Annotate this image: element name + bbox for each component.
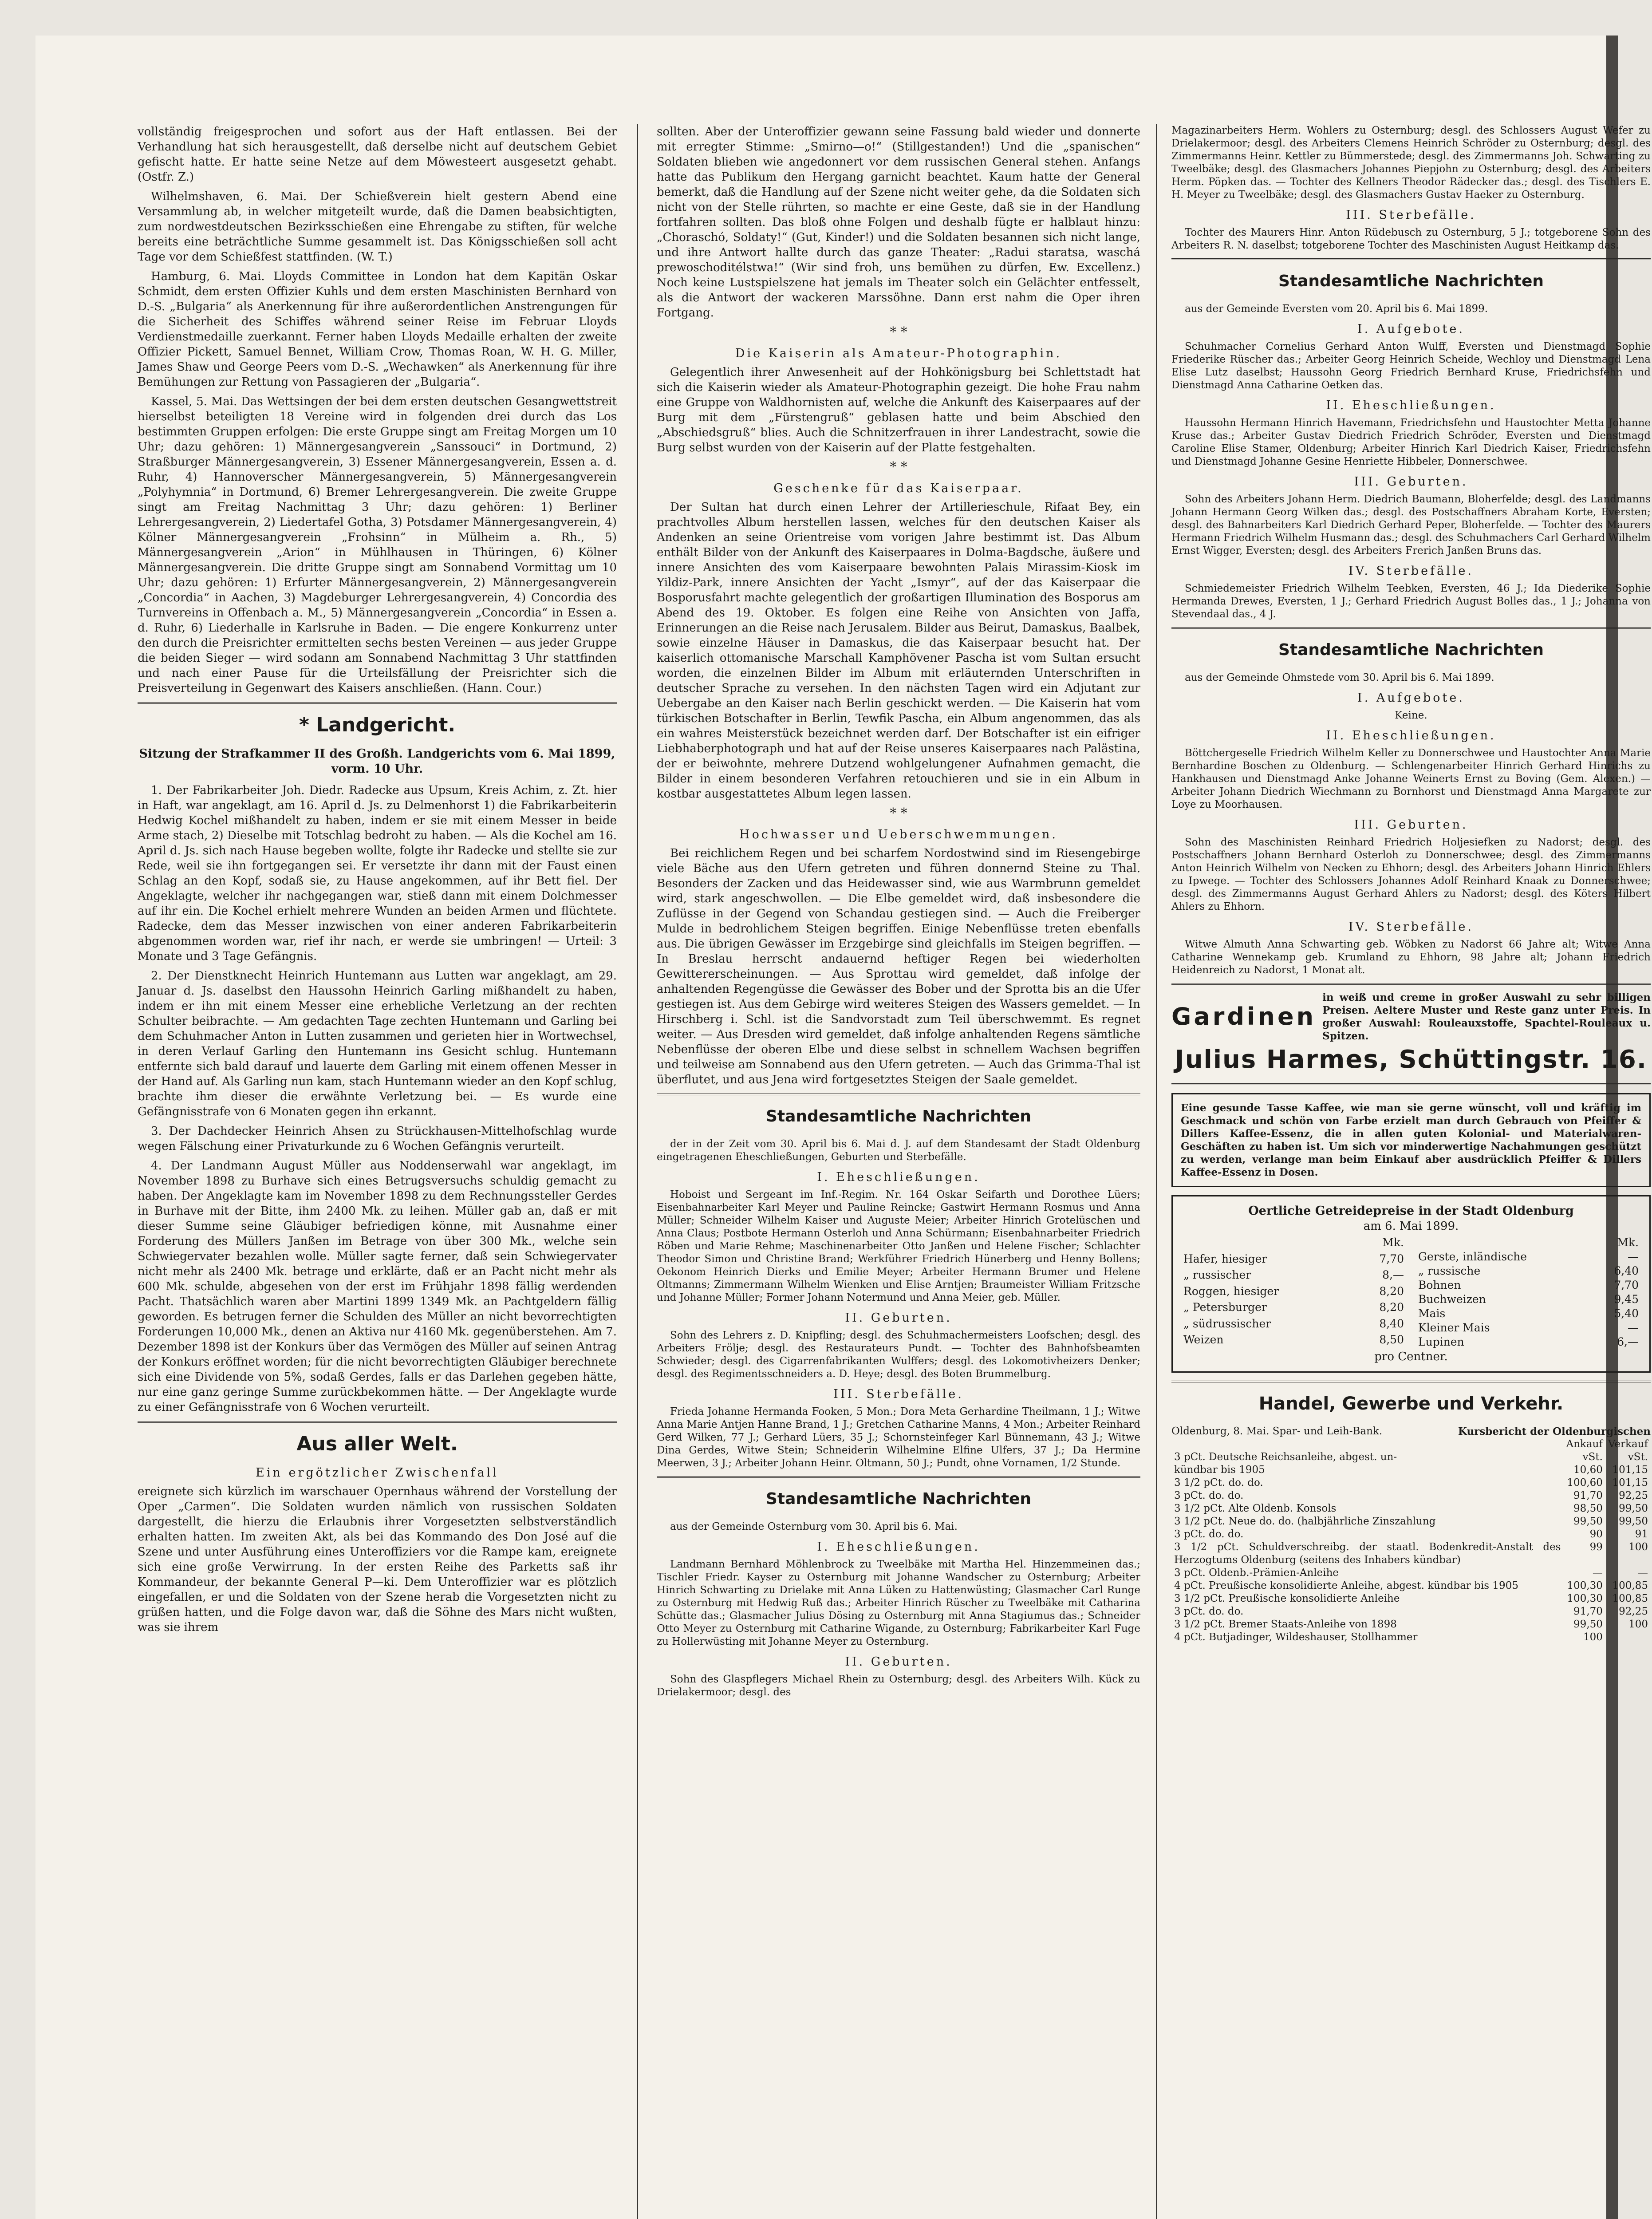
separator-stars: * * [890,324,907,340]
divider [1171,258,1651,260]
buy-price: 98,50 [1573,1503,1603,1514]
divider [138,702,617,704]
table-row [1171,1528,1651,1541]
sell-price: 100,85 [1612,1593,1648,1604]
subsection-heading: II. Geburten. [845,1311,952,1325]
buy-price: 91,70 [1573,1490,1603,1501]
table-row [1415,1250,1641,1264]
security-name: 3 pCt. do. do. [1174,1606,1244,1617]
article-text: Der Sultan hat durch einen Lehrer der Artillerieschule, Rifaat Bey, ein prachtvolles Album herstellen lassen, welches für den deutschen Kaiser als Andenken an seine Orientreise vom vorigen Jahre bestimmt ist. Das Album enthält Bilder von der Ankunft des Kaiserpaares in Dolma-Bagdsche, äußere und innere Ansichten des vom Kaiserpaare bewohnten Palais Mirassim-Kiosk im Yildiz-Park, innere Ansichten der Yacht „Ismyr“, auf der das Kaiserpaar die Bosporusfahrt machte gelegentlich der großartigen Illumination des Bosporus am Abend des 19. Oktober. Es folgen eine Reihe von Ansichten von Jaffa, Erinnerungen an die Reise nach Jerusalem. Bilder aus Beirut, Damaskus, Baalbek, sowie einzelne Häuser in Damaskus, die das Kaiserpaar besucht hat. Der kaiserlich ottomanische Marschall Kamphövener Pascha ist vom Sultan ersucht worden, die einzelnen Bilder im Album mit erläuternden Unterschriften in deutscher Sprache zu versehen. In den nächsten Tagen wird ein Adjutant zur Uebergabe an den Kaiser nach Berlin geschickt werden. — Die Kaiserin hat vom türkischen Botschafter in Berlin, Tewfik Pascha, ein Album angenommen, das als ein wahres Meisterstück bezeichnet werden darf. Der Botschafter ist ein eifriger Liebhaberphotograph und hat auf der Reise unseres Kaiserpaares nach Palästina, der er beiwohnte, mehrere Dutzend wohlgelungener Aufnahmen gemacht, die Bilder in einem besonderen Verfahren retouchieren und sie in ein Album in kostbar ausgestattetes Album legen lassen. [657,501,1140,801]
record-text: Haussohn Hermann Hinrich Havemann, Friedrichsfehn und Haustochter Metta Johanne Kruse das.; Arbeiter Gustav Diedrich Friedrich Schröder, Eversten und Dienstmagd Caroline Elise Stamer, Oldenburg; Arbeiter Hinrich Karl Diedrich Kaiser, Friedrichsfehn und Dienstmagd Johanne Gesine Henriette Hibbeler, Donnerschwee. [1171,417,1651,467]
column-3 [1171,124,1651,1644]
record-text: Böttchergeselle Friedrich Wilhelm Keller zu Donnerschwee und Haustochter Anna Marie Bernhardine Boschen zu Oldenburg. — Schlengenarbeiter Hinrich Gerhard Hinrichs zu Hankhausen und Dienstmagd Anke Johanne Weinerts Ernst zu Boving (Gem. Alexen.) — Arbeiter Johann Diedrich Wiechmann zu Bornhorst und Dienstmagd Anna Margarete zur Loye zu Moorhausen. [1171,747,1651,810]
section-subtitle: Sitzung der Strafkammer II des Großh. Landgerichts vom 6. Mai 1899, vorm. 10 Uhr. [139,747,615,776]
table-row [1171,1477,1651,1489]
newspaper-page [35,36,1651,2219]
section-intro: aus der Gemeinde Eversten vom 20. April bis 6. Mai 1899. [1185,303,1488,315]
record-text: Sohn des Lehrers z. D. Knipfling; desgl. des Schuhmachermeisters Loofschen; desgl. des Arbeiters Frölje; desgl. des Restaurateurs Pundt. — Tochter des Bahnhofsbeamten Schwieder; desgl. des Cigarrenfabrikanten Wulffers; desgl. des Lokomotivheizers Denker; desgl. des Regimentsschneiders a. D. Heye; desgl. des Boten Brummelburg. [657,1330,1140,1380]
record-text: Frieda Johanne Hermanda Fooken, 5 Mon.; Dora Meta Gerhardine Theilmann, 1 J.; Witwe Anna Marie Antjen Hanne Brand, 1 J.; Gretchen Catharine Manns, 4 Mon.; Arbeiter Reinhard Gerd Wilken, 77 J.; Gerhard Lüers, 35 J.; Schornsteinfeger Karl Bünnemann, 43 J.; Witwe Dina Gerdes, Witwe Stein; Schneiderin Wilhelmine Elfine Ulfers, 37 J.; Da Hermine Meerwen, 3 J.; Arbeiter Johann Heinr. Oltmann, 50 J.; Pundt, ohne Vornamen, 1/2 Stunde. [657,1406,1140,1469]
article-text: sollten. Aber der Unteroffizier gewann seine Fassung bald wieder und donnerte mit erregter Stimme: „Smirno—o!“ (Stillgestanden!) Und die „spanischen“ Soldaten blieben wie angedonnert vor dem russischen General stehen. Anfangs hatte das Publikum den Hergang garnicht beachtet. Kaum hatte der General bemerkt, daß die Handlung auf der Szene nicht weiter gehe, da die Soldaten sich nicht von der Stelle rührten, so machte er eine Geste, daß sie in der Handlung fortfahren sollten. Das bloß ohne Folgen und deshalb fügte er halblaut hinzu: „Choraschó, Soldaty!“ (Gut, Kinder!) und die Soldaten besannen sich nicht lange, und ihre Antwort hallte durch das ganze Theater: „Radui staratsa, waschá prewoschoditélstwa!“ (Wir sind froh, uns bemühen zu dürfen, Ew. Excellenz.) Noch keine Lustspielszene hat jemals im Theater solch ein Gelächter entfesselt, als die Antwort der wackeren Marssöhne. Dann erst nahm die Oper ihren Fortgang. [657,125,1140,320]
column-rule [1156,124,1157,2219]
kurs-header-right: Kursbericht der Oldenburgischen [1458,1425,1651,1437]
record-text: Keine. [1395,710,1427,721]
section-title: Standesamtliche Nachrichten [766,1107,1031,1125]
sell-price: 91 [1635,1528,1648,1540]
grain-name: Buchweizen [1418,1293,1486,1306]
table-row [1171,1579,1651,1592]
buy-price: 100 [1583,1631,1603,1643]
article-heading: Geschenke für das Kaiserpaar. [773,482,1024,495]
grain-name: Hafer, hiesiger [1183,1252,1267,1265]
section-title: Standesamtliche Nachrichten [766,1490,1031,1508]
table-row [1171,1489,1651,1502]
column-header: Verkauf [1608,1438,1648,1450]
grain-price: 8,40 [1379,1317,1404,1330]
separator-stars: * * [890,805,907,821]
table-footnote: pro Centner. [1374,1350,1448,1363]
grain-price: 8,20 [1379,1284,1404,1298]
grain-price: 6,40 [1614,1264,1639,1277]
advertisement-gardinen [1171,991,1651,1077]
table-row [1171,1567,1651,1579]
security-name: 3 1/2 pCt. Bremer Staats-Anleihe von 1898 [1174,1619,1397,1630]
security-name: 3 pCt. Oldenb.-Prämien-Anleihe [1174,1567,1339,1579]
grain-name: „ russische [1418,1264,1481,1277]
divider [1171,1381,1651,1382]
sell-price [1605,1631,1651,1644]
security-name: 4 pCt. Butjadinger, Wildeshauser, Stollhammer [1174,1631,1418,1643]
ad-advertiser: Julius Harmes, Schüttingstr. 16. [1175,1045,1648,1074]
record-text: Sohn des Maschinisten Reinhard Friedrich Holjesiefken zu Nadorst; desgl. des Postschaffners Johann Bernhard Osterloh zu Donnerschwee; desgl. des Zimmermanns Anton Heinrich Wilhelm von Necken zu Ehhorn; desgl. des Arbeiters Johann Hinrich Ehlers zu Ipwege. — Tochter des Schlossers Johannes Adolf Reinhard Knaak zu Donnerschwee; desgl. des Zimmermanns August Gerhard Ahlers zu Nadorst; desgl. des Köters Hilbert Ahlers zu Ehhorn. [1171,837,1651,912]
grain-price: 8,50 [1379,1333,1404,1346]
grain-price: — [1628,1321,1639,1334]
grain-price-table [1171,1195,1651,1373]
sell-price: 100 [1628,1619,1648,1630]
column-1 [138,124,617,1639]
sell-price: 101,15 [1612,1464,1648,1476]
article-text: Bei reichlichem Regen und bei scharfem Nordostwind sind im Riesengebirge viele Bäche aus den Ufern getreten und führen donnernd Steine zu Thal. Besonders der Zacken und das Heidewasser sind, wie aus Warmbrunn gemeldet wird, stark angeschwollen. — Die Elbe gemeldet wird, daß insbesondere die Zuflüsse in der Gegend von Schandau gestiegen sind. — Auch die Freiberger Mulde in bedrohlichem Steigen begriffen. Einige Nebenflüsse treten ebenfalls aus. Die übrigen Gewässer im Erzgebirge sind gleichfalls im Steigen begriffen. — In Breslau herrscht andauernd heftiger Regen bei wiederholten Gewittererscheinungen. — Aus Sprottau wird gemeldet, daß infolge der anhaltenden Regengüsse die Gewässer des Bober und der Sprotta bis an die Ufer gestiegen ist. Aus dem Gebirge wird weiteres Steigen des Wassers gemeldet. — In Hirschberg i. Schl. ist die Sandvorstadt zum Teil überschwemmt. Es regnet weiter. — Aus Dresden wird gemeldet, daß infolge anhaltenden Regens sämtliche Nebenflüsse der oberen Elbe und diese selbst in schnellem Wachsen begriffen und teilweise am Sonnabend aus den Ufern getreten. — Auch das Grimma-Thal ist überflutet, und aus Jena wird fortgesetztes Steigen der Saale gemeldet. [657,847,1140,1086]
grain-name: Lupinen [1418,1335,1464,1348]
subsection-heading: IV. Sterbefälle. [1348,920,1474,934]
subsection-heading: I. Aufgebote. [1357,691,1465,705]
article-heading: Ein ergötzlicher Zwischenfall [256,1466,499,1480]
grain-price: 8,— [1382,1268,1404,1282]
table-row [1415,1335,1641,1349]
subsection-heading: III. Geburten. [1354,818,1468,832]
grain-price: 9,45 [1614,1293,1639,1306]
kurs-header [1171,1425,1651,1438]
buy-price: 10,60 [1573,1464,1603,1476]
article-text: Kassel, 5. Mai. Das Wettsingen der bei dem ersten deutschen Gesangwettstreit hierselbst beteiligten 18 Vereine wird in folgenden drei durch das Los bestimmten Gruppen erfolgen: Die erste Gruppe singt am Freitag Morgen um 10 Uhr; dazu gehören: 1) Männergesangverein „Sanssouci“ in Dortmund, 2) Straßburger Männergesangverein, 3) Essener Männergesangverein, Essen a. d. Ruhr, 4) Hannoverscher Männergesangverein, 5) Männergesangverein „Polyhymnia“ in Dortmund, 6) Bremer Lehrergesangverein. Die zweite Gruppe singt am Freitag Nachmittag 3 Uhr; dazu gehören: 1) Berliner Lehrergesangverein, 2) Liedertafel Gotha, 3) Potsdamer Männergesangverein, 4) Kölner Männergesangverein „Frohsinn“ in Mülheim a. Rh., 5) Männergesangverein „Arion“ in Mühlhausen in Thüringen, 6) Kölner Männergesangverein. Die dritte Gruppe singt am Sonnabend Vormittag um 10 Uhr; dazu gehören: 1) Erfurter Männergesangverein, 2) Männergesangverein „Concordia“ in Aachen, 3) Magdeburger Lehrergesangverein, 4) Concordia des Turnvereins in Offenbach a. M., 5) Männergesangverein „Concordia“ in Essen a. d. Ruhr, 6) Liederhalle in Karlsruhe in Baden. — Die engere Konkurrenz unter den durch die Preisrichter ermittelten sechs besten Vereinen — aus jeder Gruppe die beiden Sieger — wird sodann am Sonnabend Nachmittag 3 Uhr stattfinden und nach einer Pause für die Urteilsfällung der Preisrichter sich die Preisverteilung in Gegenwart des Kaisers anschließen. (Hann. Cour.) [138,395,617,695]
article-heading: Hochwasser und Ueberschwemmungen. [739,828,1058,841]
security-name: 3 1/2 pCt. Neue do. do. (halbjährliche Zinszahlung [1174,1516,1436,1527]
article-text: 4. Der Landmann August Müller aus Noddenserwahl war angeklagt, im November 1898 zu Burhave sich eines Betrugsversuchs schuldig gemacht zu haben. Der Angeklagte kam im November 1898 zu dem Rechnungssteller Gerdes in Burhave mit der Bitte, ihm 2400 Mk. zu leihen. Müller gab an, daß er mit dieser Summe seine Gläubiger befriedigen könne, mit Ausnahme einer Forderung des Müllers Janßen im Betrage von über 300 Mk., welche sein Schwiegervater bezahlen wolle. Müller sagte ferner, daß sein Schwiegervater nicht mehr als 2400 Mk. betrage und erklärte, daß er an Pacht nicht mehr als 600 Mk. schulde, abgesehen von der erst im Frühjahr 1898 fällig werdenden Pacht. Thatsächlich waren aber Martini 1899 1349 Mk. an Pachtgeldern fällig geworden. Es betrugen ferner die Schulden des Müller an nicht bevorrechtigten Forderungen 10,000 Mk., denen an Aktiva nur 4160 Mk. gegenüberstehen. Am 7. Dezember 1898 ist der Konkurs über das Vermögen des Müller auf seinen Antrag der Konkurs eröffnet worden; für die nicht bevorrechtigten Gläubiger berechnete sich eine Dividende von 5%, sodaß Gerdes, falls er das Darlehen gegeben hätte, nur eine ganz geringe Summe zurückbekommen hätte. — Der Angeklagte wurde zu einer Gefängnisstrafe von 6 Wochen verurteilt. [138,1159,617,1414]
buy-price: 91,70 [1573,1606,1603,1617]
sell-price: 92,25 [1619,1606,1648,1617]
grain-price: 8,20 [1379,1301,1404,1314]
ad-title: Gardinen [1171,1003,1317,1031]
divider [657,1476,1140,1478]
subsection-heading: II. Geburten. [845,1655,952,1669]
security-name: 3 1/2 pCt. Schuldverschreibg. der staatl. Bodenkredit-Anstalt des Herzogtums Oldenburg (seitens des Inhabers kündbar) [1174,1541,1561,1566]
security-name: 3 1/2 pCt. Alte Oldenb. Konsols [1174,1503,1337,1514]
sell-price: 99,50 [1619,1516,1648,1527]
buy-price: 99,50 [1573,1516,1603,1527]
kurs-header-left: Oldenburg, 8. Mai. Spar- und Leih-Bank. [1171,1425,1383,1437]
subsection-heading: II. Eheschließungen. [1326,729,1496,742]
record-text: Hoboist und Sergeant im Inf.-Regim. Nr. 164 Oskar Seifarth und Dorothee Lüers; Eisenbahnarbeiter Karl Meyer und Pauline Reincke; Gastwirt Hermann Rosmus und Anna Müller; Schneider Wilhelm Kaiser und Auguste Meier; Arbeiter Hinrich Grotelüschen und Anna Claus; Postbote Hermann Osterloh und Anna Schürmann; Eisenbahnarbeiter Friedrich Röben und Marie Rehme; Maschinenarbeiter Otto Janßen und Helene Fischer; Schlachter Theodor Simon und Christine Brand; Werkführer Friedrich Hünerberg und Henny Bollens; Oekonom Heinrich Dierks und Emilie Meyer; Arbeiter Hermann Brumer und Helene Oltmanns; Zimmermann Wilhelm Wienken und Elise Arntjen; Braumeister William Fritzsche und Johanne Müller; Former Johann Notermund und Anna Meier, geb. Müller. [657,1189,1140,1303]
section-intro: aus der Gemeinde Ohmstede vom 30. April bis 6. Mai 1899. [1185,672,1494,683]
table-row [1181,1317,1407,1333]
security-name: 3 1/2 pCt. do. do. [1174,1477,1263,1489]
grain-prices-right [1415,1236,1641,1349]
record-text: Sohn des Arbeiters Johann Herm. Diedrich Baumann, Bloherfelde; desgl. des Landmanns Johann Hermann Georg Wilken das.; desgl. des Postschaffners Abraham Korte, Eversten; desgl. des Bahnarbeiters Karl Diedrich Gerhard Peper, Bloherfelde. — Tochter des Maurers Hermann Friedrich Wilhelm Husmann das.; desgl. des Schuhmachers Carl Gerhard Wilhelm Ernst Wigger, Eversten; desgl. des Arbeiters Frerich Janßen Bruns das. [1171,494,1651,557]
subsection-heading: I. Aufgebote. [1357,322,1465,336]
grain-price: 7,70 [1379,1252,1404,1265]
advertisement-kaffee [1171,1093,1651,1187]
grain-name: Roggen, hiesiger [1183,1284,1279,1298]
section-title: * Landgericht. [299,714,456,736]
sell-price: vSt. [1628,1451,1648,1463]
subsection-heading: I. Eheschließungen. [817,1540,980,1554]
section-title: Aus aller Welt. [296,1433,458,1455]
sell-price: 100 [1628,1541,1648,1553]
table-row [1171,1618,1651,1631]
divider [1171,627,1651,629]
separator-stars: * * [890,459,907,475]
article-text: 2. Der Dienstknecht Heinrich Huntemann aus Lutten war angeklagt, am 29. Januar d. Js. daselbst den Haussohn Heinrich Garling mißhandelt zu haben, indem er ihn mit einem Messer eine erhebliche Verletzung an der rechten Schulter beibrachte. — Am gedachten Tage zechten Huntemann und Garling bei dem Schuhmacher Anton in Lutten zusammen und gerieten hier in Wortwechsel, in deren Verlauf Garling den Huntemann ins Gesicht schlug. Huntemann entfernte sich bald darauf und lauerte dem Garling mit einem offenen Messer in der Hand auf. Als Garling nun kam, stach Huntemann wieder an den Kopf schlug, brachte ihm dieser die erwähnte Verletzung bei. — Es wurde eine Gefängnisstrafe von 6 Monaten gegen ihn erkannt. [138,969,617,1118]
grain-prices-left [1181,1236,1407,1349]
buy-price: 100,30 [1567,1593,1603,1604]
buy-price: vSt. [1582,1451,1603,1463]
article-text: ereignete sich kürzlich im warschauer Opernhaus während der Vorstellung der Oper „Carmen“. Die Soldaten wurden nämlich von russischen Soldaten dargestellt, die hierzu die Erlaubnis ihrer Vorgesetzten selbstverständlich erhalten hatten. Im zweiten Akt, als bei das Kommando des Don José auf die Szene und unter Ausführung eines Unteroffiziers vor die Rampe kam, ereignete sich eine große Verwirrung. In der ersten Reihe des Parketts saß ihr Kommandeur, der bekannte General P—ki. Dem Unteroffizier war es plötzlich eingefallen, er und die Soldaten von der Szene herab die Vorgesetzten nicht zu grüßen hatten, und die Folge davon war, daß die Söhne des Mars nicht wußten, was sie ihrem [138,1485,617,1634]
security-name: 4 pCt. Preußische konsolidierte Anleihe, abgest. kündbar bis 1905 [1174,1580,1518,1591]
sell-price: 99,50 [1619,1503,1648,1514]
grain-name: Weizen [1183,1333,1224,1346]
table-row [1181,1284,1407,1301]
table-header [1171,1438,1651,1451]
grain-price: 7,70 [1614,1279,1639,1291]
buy-price: 99,50 [1573,1619,1603,1630]
grain-price: 6,— [1617,1335,1639,1348]
record-text: Schmiedemeister Friedrich Wilhelm Teebken, Eversten, 46 J.; Ida Diederike Sophie Hermanda Drewes, Eversten, 1 J.; Gerhard Friedrich August Bolles das., 1 J.; Johanna von Stevendaal das., 4 J. [1171,583,1651,620]
grain-price: 5,40 [1614,1307,1639,1320]
table-row [1171,1502,1651,1515]
grain-name: Bohnen [1418,1279,1461,1291]
table-row [1171,1592,1651,1605]
column-2 [657,124,1140,1703]
ad-text: in weiß und creme in großer Auswahl zu sehr billigen Preisen. Aeltere Muster und Reste ganz unter Preis. In großer Auswahl: Rouleauxstoffe, Spachtel-Rouleaux u. Spitzen. [1322,991,1651,1042]
article-text: Gelegentlich ihrer Anwesenheit auf der Hohkönigsburg bei Schlettstadt hat sich die Kaiserin wieder als Amateur-Photographin gezeigt. Die hohe Frau nahm eine Gruppe von Waldhornisten auf, welche die Ankunft des Kaiserpaares auf der Burg mit dem „Fürstengruß“ geblasen hatte und beim Abschied den „Abschiedsgruß“ blies. Auch die Schnitzerfrauen in ihrer Landestracht, sowie die Burg selbst wurden von der Kaiserin auf der Platte festgehalten. [657,366,1140,454]
section-intro: der in der Zeit vom 30. April bis 6. Mai d. J. auf dem Standesamt der Stadt Oldenburg eingetragenen Eheschließungen, Geburten und Sterbefälle. [657,1138,1140,1163]
grain-name: „ russischer [1183,1268,1251,1282]
unit-label: Mk. [1617,1236,1639,1249]
subsection-heading: III. Sterbefälle. [1346,208,1476,222]
grain-name: Kleiner Mais [1418,1321,1490,1334]
table-row [1415,1278,1641,1292]
record-text: Tochter des Maurers Hinr. Anton Rüdebusch zu Osternburg, 5 J.; totgeborene Sohn des Arbeiters R. N. daselbst; totgeborene Tochter des Maschinisten August Heitkamp das. [1171,227,1651,251]
table-row [1181,1268,1407,1284]
article-text: 3. Der Dachdecker Heinrich Ahsen zu Strückhausen-Mittelhofschlag wurde wegen Fälschung einer Privaturkunde zu 6 Wochen Gefängnis verurteilt. [138,1125,617,1153]
exchange-rate-table [1171,1438,1651,1644]
buy-price: 100,60 [1567,1477,1603,1489]
subsection-heading: I. Eheschließungen. [817,1170,980,1184]
security-name: kündbar bis 1905 [1174,1464,1265,1476]
sell-price: 101,15 [1612,1477,1648,1489]
record-text: Magazinarbeiters Herm. Wohlers zu Osternburg; desgl. des Schlossers August Wefer zu Drielakermoor; desgl. des Arbeiters Clemens Heinrich Schröder zu Osternburg; desgl. des Zimmermanns Heinr. Kettler zu Bümmerstede; desgl. des Zimmermanns Joh. Schwarting zu Tweelbäke; desgl. des Glasmachers Johannes Piepjohn zu Osternburg; desgl. des Arbeiters Herm. Pöpken das. — Tochter des Kellners Theodor Rädecker das.; desgl. des Tischlers E. H. Meyer zu Tweelbäke; desgl. des Glasmachers Gustav Haeker zu Osternburg. [1171,125,1651,201]
column-rule [637,124,638,2219]
record-text: Witwe Almuth Anna Schwarting geb. Wöbken zu Nadorst 66 Jahre alt; Witwe Anna Catharine Wennekamp geb. Krumland zu Ehhorn, 98 Jahre alt; Johann Friedrich Heidenreich zu Nadorst, 1 Monat alt. [1171,939,1651,976]
sell-price: 100,85 [1612,1580,1648,1591]
subsection-heading: IV. Sterbefälle. [1348,564,1474,578]
unit-label: Mk. [1382,1236,1404,1249]
sell-price: — [1638,1567,1648,1579]
table-row [1181,1300,1407,1317]
article-text: 1. Der Fabrikarbeiter Joh. Diedr. Radecke aus Upsum, Kreis Achim, z. Zt. hier in Haft, war angeklagt, am 16. April d. Js. zu Delmenhorst 1) die Fabrikarbeiterin Hedwig Kochel mißhandelt zu haben, indem er sie mit einem Messer in beide Arme stach, 2) Dieselbe mit Totschlag bedroht zu haben. — Als die Kochel am 16. April d. Js. sich nach Hause begeben wollte, folgte ihr Radecke und stellte sie zur Rede, weil sie ihn fortgegangen sei. Er versetzte ihr dann mit der Faust einen Schlag an den Kopf, sodaß sie, zu Hause angekommen, auf ihr Bett fiel. Der Angeklagte, welcher ihr nachgegangen war, stieß dann mit einem Dolchmesser auf ihr ein. Die Kochel erhielt mehrere Wunden an beiden Armen und flüchtete. Radecke, dem das Messer inzwischen von einer anderen Fabrikarbeiterin abgenommen worden war, rief ihr nach, er werde sie umbringen! — Urteil: 3 Monate und 3 Tage Gefängnis. [138,784,617,963]
section-title: Handel, Gewerbe und Verkehr. [1258,1394,1564,1414]
security-name: 3 pCt. Deutsche Reichsanleihe, abgest. un- [1174,1451,1397,1463]
buy-price: 100,30 [1567,1580,1603,1591]
divider [657,1094,1140,1095]
table-row [1415,1292,1641,1307]
ad-text: Eine gesunde Tasse Kaffee, wie man sie gerne wünscht, voll und kräftig im Geschmack und schön von Farbe erzielt man durch Gebrauch von Pfeiffer & Dillers Kaffee-Essenz, die in allen guten Kolonial- und Materialwaren-Geschäften zu haben ist. Um sich vor minderwertige Nachahmungen geschützt zu werden, verlange man beim Einkauf aber ausdrücklich Pfeiffer & Dillers Kaffee-Essenz in Dosen. [1181,1102,1641,1178]
table-row [1171,1605,1651,1618]
grain-price: — [1628,1250,1639,1263]
subsection-heading: III. Geburten. [1354,475,1468,489]
section-title: Standesamtliche Nachrichten [1278,641,1544,659]
buy-price: 90 [1589,1528,1603,1540]
buy-price: — [1592,1567,1603,1579]
record-text: Schuhmacher Cornelius Gerhard Anton Wulff, Eversten und Dienstmagd Sophie Friederike Rüscher das.; Arbeiter Georg Heinrich Scheide, Wechloy und Dienstmagd Lena Elise Lutz daselbst; Haussohn Georg Friedrich Bernhard Kruse, Friedrichsfehn und Dienstmagd Anna Catharine Oetken das. [1171,341,1651,391]
table-date: am 6. Mai 1899. [1363,1220,1459,1233]
section-title: Standesamtliche Nachrichten [1278,272,1544,290]
table-row [1171,1631,1651,1644]
grain-name: Mais [1418,1307,1446,1320]
security-name: 3 pCt. do. do. [1174,1490,1244,1501]
subsection-heading: II. Eheschließungen. [1326,399,1496,412]
table-row [1415,1264,1641,1278]
table-title: Oertliche Getreidepreise in der Stadt Oldenburg [1248,1204,1574,1218]
divider [138,1421,617,1423]
grain-name: Gerste, inländische [1418,1250,1527,1263]
table-row [1415,1307,1641,1321]
article-heading: Die Kaiserin als Amateur-Photographin. [735,347,1062,360]
grain-name: „ Petersburger [1183,1301,1267,1314]
table-row [1171,1541,1651,1567]
table-row [1181,1252,1407,1268]
grain-name: „ südrussischer [1183,1317,1271,1330]
divider [1171,983,1651,985]
table-row [1181,1333,1407,1349]
security-name: 3 pCt. do. do. [1174,1528,1244,1540]
column-header: Ankauf [1566,1438,1603,1450]
section-intro: aus der Gemeinde Osternburg vom 30. April bis 6. Mai. [670,1521,958,1532]
table-row [1171,1515,1651,1528]
record-text: Sohn des Glaspflegers Michael Rhein zu Osternburg; desgl. des Arbeiters Wilh. Kück zu Drielakermoor; desgl. des [657,1674,1140,1698]
article-text: Wilhelmshaven, 6. Mai. Der Schießverein hielt gestern Abend eine Versammlung ab, in welcher mitgeteilt wurde, daß die Damen beabsichtigten, zum nordwestdeutschen Bezirksschießen eine Ehrengabe zu stiften, für welche bereits eine beträchtliche Summe gesammelt ist. Das Königsschießen soll acht Tage vor dem Schießfest stattfinden. (W. T.) [138,190,617,264]
buy-price: 99 [1589,1541,1603,1553]
article-text: vollständig freigesprochen und sofort aus der Haft entlassen. Bei der Verhandlung hat sich herausgestellt, daß derselbe nicht auf deutschem Gebiet gefischt hatte. Er hatte seine Netze auf dem Möwesteert ausgesetzt gehabt. (Ostfr. Z.) [138,125,617,184]
record-text: Landmann Bernhard Möhlenbrock zu Tweelbäke mit Martha Hel. Hinzemmeinen das.; Tischler Friedr. Kayser zu Osternburg mit Johanne Wandscher zu Osternburg; Arbeiter Hinrich Schwarting zu Drielake mit Anna Lüken zu Hattenwüsting; Glasmacher Carl Runge zu Osternburg mit Hedwig Ruß das.; Arbeiter Hinrich Rüscher zu Tweelbäke mit Catharina Schütte das.; Glasmacher Julius Dösing zu Osternburg mit Anna Stagiumus das.; Schneider Otto Meyer zu Osternburg mit Catharine Wigande, zu Osternburg; Fabrikarbeiter Karl Fuge zu Hollerwüsting mit Johanne Meyer zu Osternburg. [657,1559,1140,1647]
table-row [1171,1464,1651,1477]
article-text: Hamburg, 6. Mai. Lloyds Committee in London hat dem Kapitän Oskar Schmidt, dem ersten Offizier Kuhls und dem ersten Maschinisten Bernhard von D.-S. „Bulgaria“ als Anerkennung für ihre außerordentlichen Anstrengungen für die Sicherheit des Schiffes während seiner Reise im Februar Lloyds Verdienstmedaille zuerkannt. Ferner haben Lloyds Medaille erhalten der zweite Offizier Pickett, Samuel Bennet, William Crow, Thomas Roan, W. H. G. Miller, James Shaw und George Peers vom D.-S. „Wechawken“ als Anerkennung für ihre Bemühungen zur Rettung von Passagieren der „Bulgaria“. [138,270,617,389]
divider [1171,1083,1651,1085]
table-row [1171,1451,1651,1464]
sell-price: 92,25 [1619,1490,1648,1501]
subsection-heading: III. Sterbefälle. [833,1387,964,1401]
security-name: 3 1/2 pCt. Preußische konsolidierte Anleihe [1174,1593,1400,1604]
table-row [1415,1321,1641,1335]
